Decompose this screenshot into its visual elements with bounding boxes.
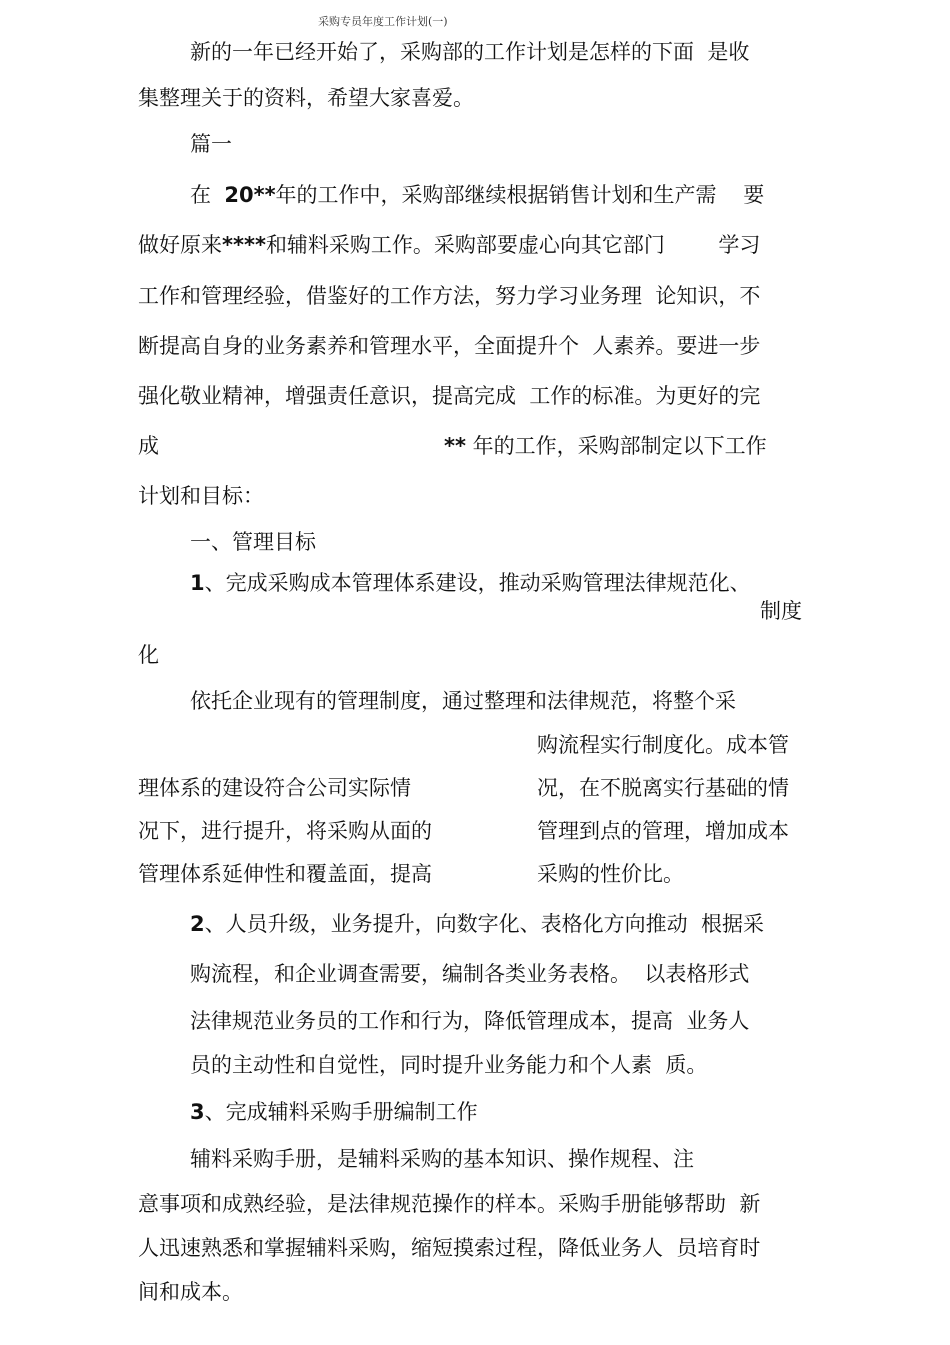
p1-line-6-post: 年的工作，采购部制定以下工作 xyxy=(465,434,767,458)
item-1-tail-1: 制度 xyxy=(760,599,802,623)
p1-line-6a: 成 xyxy=(138,434,159,458)
p1-line-5: 强化敬业精神，增强责任意识，提高完成 工作的标准。为更好的完 xyxy=(138,384,761,408)
item-2-heading xyxy=(190,910,764,938)
p3-line-1: 辅料采购手册，是辅料采购的基本知识、操作规程、注 xyxy=(190,1147,694,1171)
item-2-line-3: 法律规范业务员的工作和行为，降低管理成本，提高 业务人 xyxy=(190,1009,750,1033)
item-2-line-4: 员的主动性和自觉性，同时提升业务能力和个人素 质。 xyxy=(190,1053,708,1077)
p3-line-2: 意事项和成熟经验，是法律规范操作的样本。采购手册能够帮助 新 xyxy=(138,1192,761,1216)
p3-line-4: 间和成本。 xyxy=(138,1280,243,1304)
item-3-heading xyxy=(190,1098,478,1126)
p1-line-7: 计划和目标： xyxy=(138,484,264,508)
p2-right-line-0: 购流程实行制度化。成本管 xyxy=(537,733,789,757)
p1-year-bold: 20** xyxy=(224,183,276,207)
p1-line-6-bold: ** xyxy=(444,434,466,458)
item-3-number: 3 xyxy=(190,1100,205,1124)
p3-line-3: 人迅速熟悉和掌握辅料采购，缩短摸索过程，降低业务人 员培育时 xyxy=(138,1236,761,1260)
heading-management-goals: 一、管理目标 xyxy=(190,530,316,554)
item-1-number: 1 xyxy=(190,571,205,595)
p1-line-4: 断提高自身的业务素养和管理水平，全面提升个 人素养。要进一步 xyxy=(138,334,761,358)
item-1-tail-2: 化 xyxy=(138,643,159,667)
item-1-heading xyxy=(190,569,751,597)
p2-right-line-2: 管理到点的管理，增加成本 xyxy=(537,819,789,843)
p1-line-1 xyxy=(190,181,764,209)
intro-line-1: 新的一年已经开始了，采购部的工作计划是怎样的下面 是收 xyxy=(190,40,750,64)
p1-stars-bold: **** xyxy=(222,233,266,257)
p2-left-line-3: 管理体系延伸性和覆盖面，提高 xyxy=(138,862,432,886)
p1-line-2-pre: 做好原来 xyxy=(138,233,222,257)
running-header: 采购专员年度工作计划(一) xyxy=(318,15,448,28)
p1-line-6b xyxy=(444,432,767,460)
p2-left-line-2: 况下，进行提升，将采购从面的 xyxy=(138,819,432,843)
p1-line-2 xyxy=(138,231,760,259)
p2-right-line-3: 采购的性价比。 xyxy=(537,862,684,886)
item-3-text: 、完成辅料采购手册编制工作 xyxy=(204,1100,478,1124)
p1-line-1-post: 年的工作中，采购部继续根据销售计划和生产需 要 xyxy=(275,183,765,207)
intro-line-2: 集整理关于的资料，希望大家喜爱。 xyxy=(138,86,474,110)
p2-line-1: 依托企业现有的管理制度，通过整理和法律规范，将整个采 xyxy=(190,689,736,713)
p2-left-line-1: 理体系的建设符合公司实际情 xyxy=(138,776,411,800)
item-1-text: 、完成采购成本管理体系建设，推动采购管理法律规范化、 xyxy=(204,571,751,595)
p1-line-1-pre: 在 xyxy=(190,183,225,207)
item-2-line-2: 购流程，和企业调查需要，编制各类业务表格。 以表格形式 xyxy=(190,962,750,986)
section-title: 篇一 xyxy=(190,132,232,156)
item-2-text: 、人员升级，业务提升，向数字化、表格化方向推动 根据采 xyxy=(204,912,764,936)
p1-line-2-post: 和辅料采购工作。采购部要虚心向其它部门 学习 xyxy=(265,233,761,257)
p1-line-3: 工作和管理经验，借鉴好的工作方法，努力学习业务理 论知识，不 xyxy=(138,284,761,308)
item-2-number: 2 xyxy=(190,912,205,936)
p2-right-line-1: 况，在不脱离实行基础的情 xyxy=(537,776,789,800)
